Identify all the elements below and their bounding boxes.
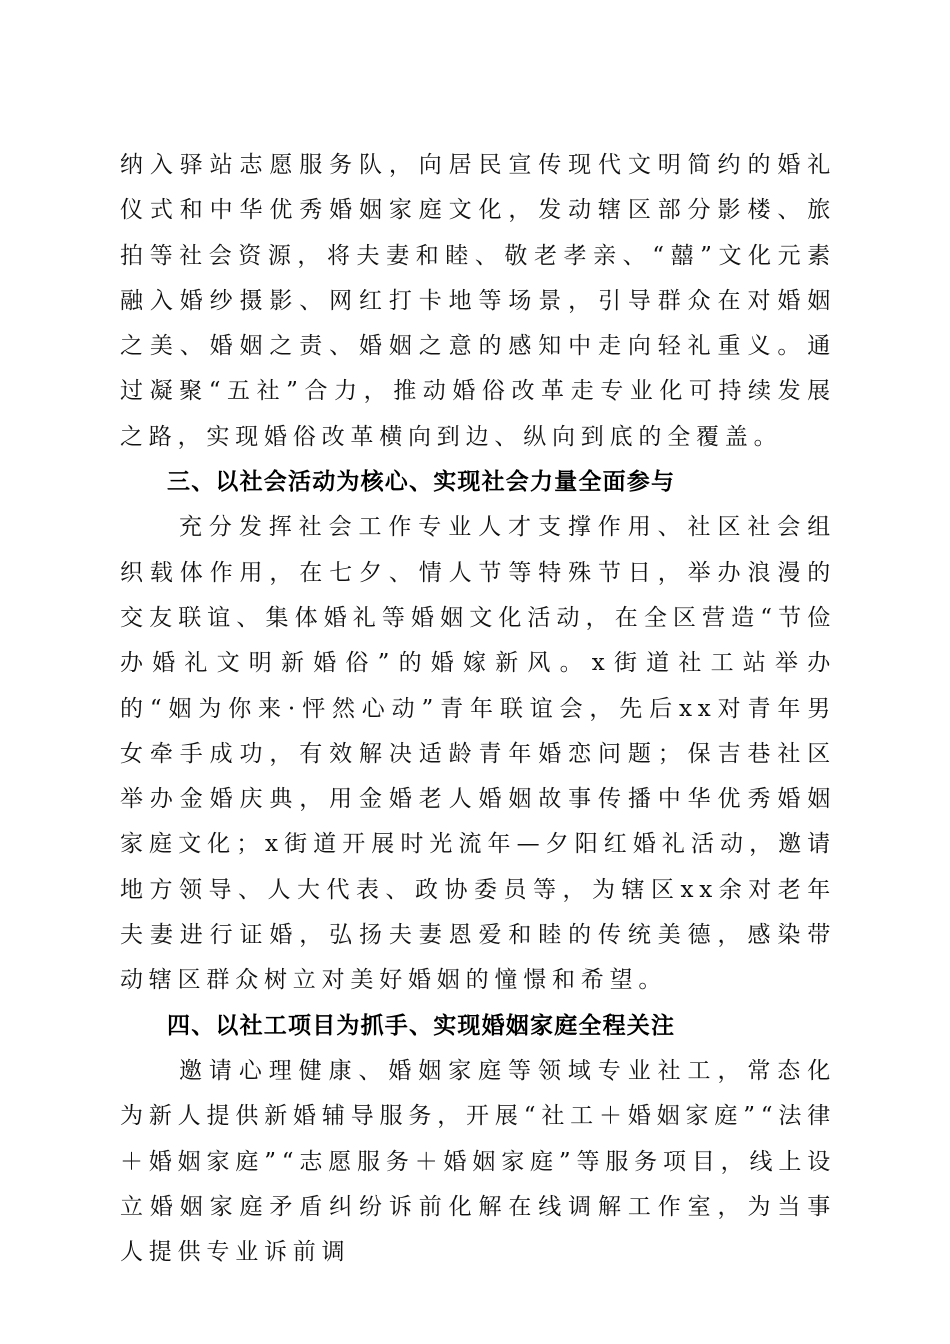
body-paragraph: 充分发挥社会工作专业人才支撑作用、社区社会组织载体作用，在七夕、情人节等特殊节日，举办浪漫的交友联谊、集体婚礼等婚姻文化活动，在全区营造“节俭办婚礼文明新婚俗”的婚嫁新风。x街道社工站举办的“姻为你来·怦然心动”青年联谊会，先后xx对青年男女牵手成功，有效解决适龄青年婚恋问题；保吉巷社区举办金婚庆典，用金婚老人婚姻故事传播中华优秀婚姻家庭文化；x街道开展时光流年—夕阳红婚礼活动，邀请地方领导、人大代表、政协委员等，为辖区xx余对老年夫妻进行证婚，弘扬夫妻恩爱和睦的传统美德，感染带动辖区群众树立对美好婚姻的憧憬和希望。: [120, 514, 836, 994]
document-page: [120, 143, 836, 1275]
body-paragraph: 纳入驿站志愿服务队，向居民宣传现代文明简约的婚礼仪式和中华优秀婚姻家庭文化，发动辖区部分影楼、旅拍等社会资源，将夫妻和睦、敬老孝亲、“囍”文化元素融入婚纱摄影、网红打卡地等场景，引导群众在对婚姻之美、婚姻之责、婚姻之意的感知中走向轻礼重义。通过凝聚“五社”合力，推动婚俗改革走专业化可持续发展之路，实现婚俗改革横向到边、纵向到底的全覆盖。: [120, 152, 836, 450]
section-heading-4: 四、以社工项目为抓手、实现婚姻家庭全程关注: [167, 1012, 676, 1039]
section-heading-3: 三、以社会活动为核心、实现社会力量全面参与: [167, 469, 676, 496]
body-paragraph: 邀请心理健康、婚姻家庭等领域专业社工，常态化为新人提供新婚辅导服务，开展“社工＋婚姻家庭”“法律＋婚姻家庭”“志愿服务＋婚姻家庭”等服务项目，线上设立婚姻家庭矛盾纠纷诉前化解在线调解工作室，为当事人提供专业诉前调: [120, 1057, 836, 1266]
